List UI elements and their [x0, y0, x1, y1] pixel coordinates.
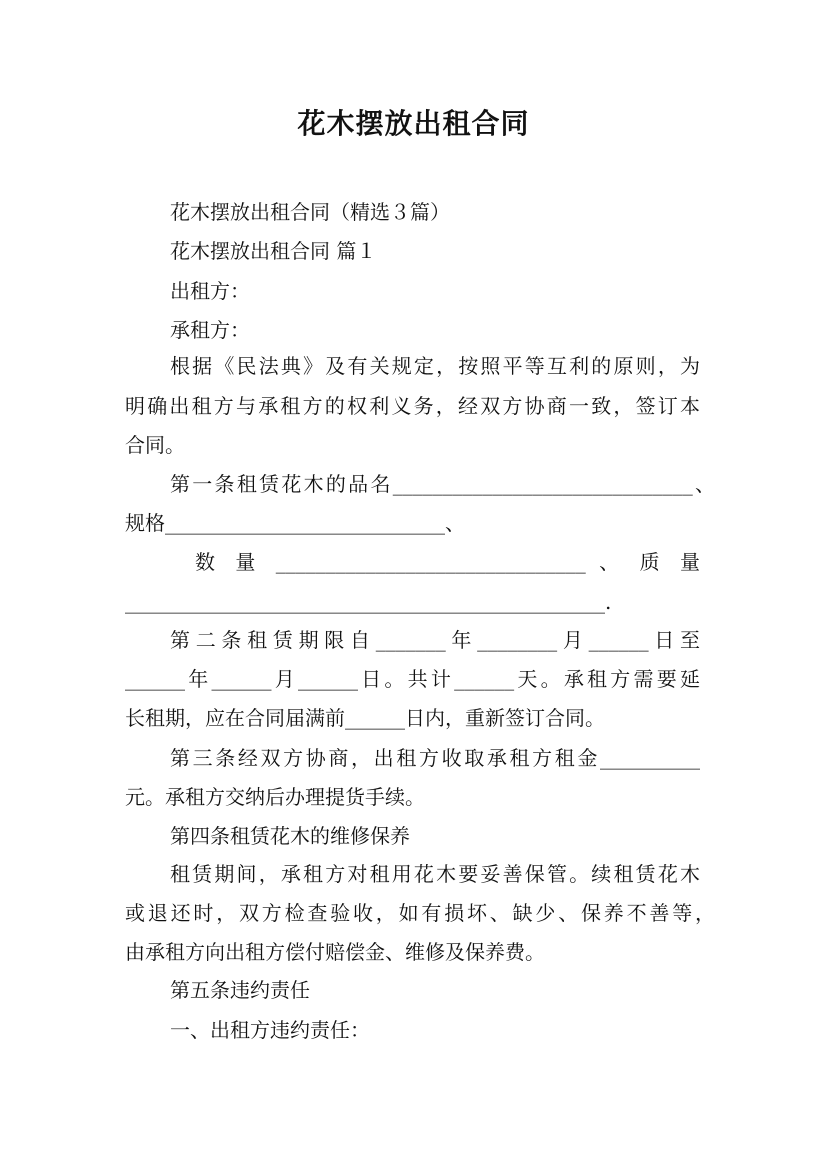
clause-4-line: 租赁期间，承租方对租用花木要妥善保管。续租赁花木 [170, 862, 700, 886]
clause-5-heading: 第五条违约责任 [170, 978, 310, 1002]
clause-2-line: ______年______月______日。共计______天。承租方需要延 [125, 667, 700, 691]
clause-2-line: 第二条租赁期限自_______年________月______日至 [170, 628, 700, 652]
clause-2-line: 长租期，应在合同届满前______日内，重新签订合同。 [125, 706, 605, 730]
clause-1-line: 规格____________________________、 [125, 511, 465, 535]
lessor-label: 出租方： [170, 279, 250, 303]
clause-3-line: 元。承租方交纳后办理提货手续。 [125, 785, 425, 809]
clause-1-line: 数 量 _______________________________ 、 质 量 [195, 550, 700, 574]
paragraph-line: 根据《民法典》及有关规定，按照平等互利的原则，为 [170, 354, 700, 378]
clause-1-line: 第一条租赁花木的品名______________________________、 [170, 472, 715, 496]
document-title: 花木摆放出租合同 [297, 107, 530, 140]
clause-4-line: 由承租方向出租方偿付赔偿金、维修及保养费。 [125, 940, 545, 964]
section-heading: 花木摆放出租合同 篇１ [170, 239, 377, 263]
clause-4-heading: 第四条租赁花木的维修保养 [170, 824, 410, 848]
clause-5-subheading: 一、出租方违约责任： [170, 1018, 370, 1042]
paragraph-line: 明确出租方与承租方的权利义务，经双方协商一致，签订本 [125, 394, 700, 418]
subtitle-line: 花木摆放出租合同（精选３篇） [170, 200, 450, 224]
clause-3-line: 第三条经双方协商，出租方收取承租方租金__________ [170, 746, 700, 770]
lessee-label: 承租方： [170, 318, 250, 342]
paragraph-line: 合同。 [125, 433, 185, 457]
clause-4-line: 或退还时，双方检查验收，如有损坏、缺少、保养不善等， [125, 901, 715, 925]
clause-1-line: ________________________________________________. [125, 590, 612, 614]
